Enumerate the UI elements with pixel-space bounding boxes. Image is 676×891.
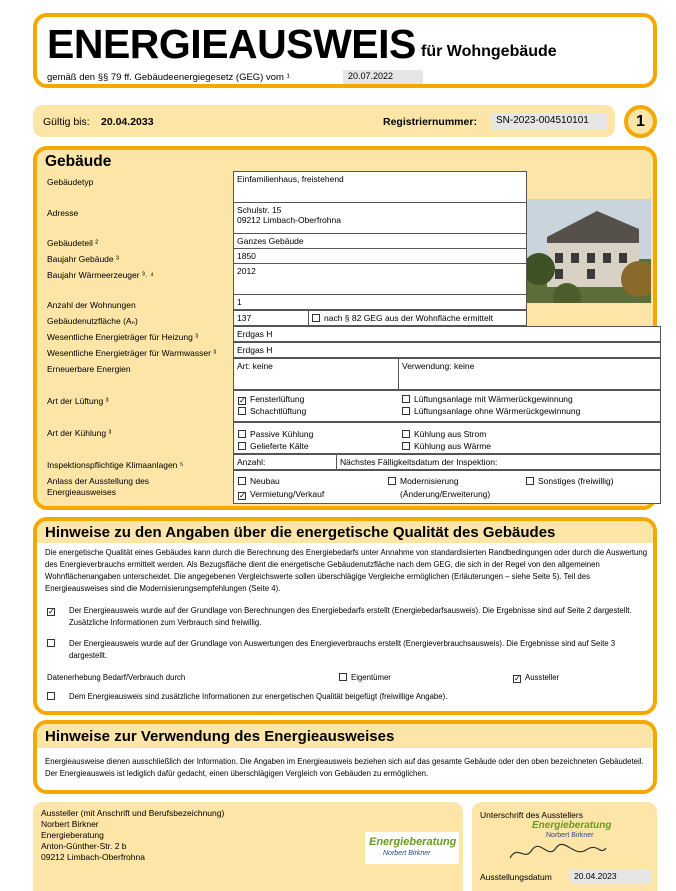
zusatzinfo-text: Dem Energieausweis sind zusätzliche Informationen zur energetischen Qualität beigefügt (freiwillige Angabe). — [69, 692, 448, 701]
option-passive-kuehlung[interactable]: Passive Kühlung — [238, 428, 313, 440]
page-number-badge: 1 — [624, 105, 657, 138]
registration-label: Registriernummer: — [383, 116, 477, 128]
value-nutzflaeche: 137 — [233, 310, 309, 326]
doc-subtitle: für Wohngebäude — [421, 43, 557, 60]
checkbox-anlage-mit-wrg[interactable] — [402, 395, 410, 403]
doc-title: ENERGIEAUSWEIS — [47, 21, 416, 67]
value-inspektion-datum: Nächstes Fälligkeitsdatum der Inspektion: — [336, 454, 661, 470]
checkbox-kuehlung-strom[interactable] — [402, 430, 410, 438]
label-wohnungen: Anzahl der Wohnungen — [47, 300, 136, 310]
value-heizung: Erdgas H — [233, 326, 661, 342]
value-waermeerzeuger: 2012 — [233, 263, 527, 295]
checkbox-bedarfsausweis[interactable]: ✓ — [48, 607, 55, 616]
signature-label: Unterschrift des Ausstellers — [480, 810, 583, 820]
issuer-logo — [365, 832, 459, 864]
value-erneuerbare-art: Art: keine — [233, 358, 399, 390]
option-kuehlung-waerme[interactable]: Kühlung aus Wärme — [402, 440, 491, 452]
label-heizung: Wesentliche Energieträger für Heizung ³ — [47, 332, 199, 342]
logo-text: Energieberatung — [369, 836, 457, 848]
issuer-address — [41, 808, 224, 863]
law-reference: gemäß den §§ 79 ff. Gebäudeenergiegesetz (GEG) vom ¹ — [47, 72, 290, 83]
usage-notes-title: Hinweise zur Verwendung des Energieausweises — [45, 728, 395, 745]
value-erneuerbare-verwendung: Verwendung: keine — [398, 358, 661, 390]
label-baujahr: Baujahr Gebäude ³ — [47, 254, 119, 264]
building-title: Gebäude — [45, 153, 112, 170]
header-box — [33, 13, 657, 88]
checkbox-wohnflaeche[interactable] — [312, 314, 320, 322]
house-photo-illustration — [527, 199, 651, 303]
modernisierung-hint: (Änderung/Erweiterung) — [400, 489, 491, 499]
issuer-city: 09212 Limbach-Oberfrohna — [41, 852, 145, 862]
building-photo — [527, 199, 651, 303]
issuer-box — [33, 802, 463, 891]
label-waermeerzeuger: Baujahr Wärmeerzeuger ³˒ ⁴ — [47, 270, 154, 280]
option-aussteller[interactable]: ✓ Aussteller — [514, 673, 560, 683]
usage-notes-section — [33, 720, 657, 794]
label-anlass: Anlass der Ausstellung des Energieausweises — [47, 476, 150, 497]
checkbox-gelieferte-kaelte[interactable] — [238, 442, 246, 450]
option-anlage-mit-wrg[interactable]: Lüftungsanlage mit Wärmerückgewinnung — [402, 393, 573, 405]
value-inspektion-anzahl: Anzahl: — [233, 454, 337, 470]
option-anlage-ohne-wrg[interactable]: Lüftungsanlage ohne Wärmerückgewinnung — [402, 405, 580, 417]
issue-date-value: 20.04.2023 — [570, 869, 652, 883]
option-fensterlueftung[interactable]: ✓ Fensterlüftung — [239, 394, 305, 405]
law-date: 20.07.2022 — [343, 70, 423, 84]
option-gelieferte-kaelte[interactable]: Gelieferte Kälte — [238, 440, 309, 452]
option-bedarfsausweis-text: Der Energieausweis wurde auf der Grundlage von Berechnungen des Energiebedarfs erstellt (Energiebedarfsausweis). Die Ergebnisse sind auf Seite 2 dargestellt. Zusätzliche Informationen zum Verbrauch sind freiwillig. — [69, 606, 632, 627]
building-section — [33, 146, 657, 510]
checkbox-schachtlueftung[interactable] — [238, 407, 246, 415]
signature-box — [472, 802, 657, 891]
checkbox-vermietung[interactable]: ✓ — [239, 491, 246, 500]
checkbox-fensterlueftung[interactable]: ✓ — [239, 396, 246, 405]
option-eigentuemer[interactable]: Eigentümer — [339, 672, 391, 684]
issuer-name: Norbert Birkner — [41, 819, 99, 829]
checkbox-kuehlung-waerme[interactable] — [402, 442, 410, 450]
stamp-title: Energieberatung — [532, 820, 612, 831]
lueftung-options — [233, 390, 661, 422]
registration-number: SN-2023-004510101 — [491, 113, 607, 130]
label-gebaeudeteil: Gebäudeteil ² — [47, 238, 99, 248]
issuer-street: Anton-Günther-Str. 2 b — [41, 841, 127, 851]
validity-bar — [33, 105, 615, 137]
value-warmwasser: Erdgas H — [233, 342, 661, 358]
value-gebaeudetyp: Einfamilienhaus, freistehend — [233, 171, 527, 203]
label-warmwasser: Wesentliche Energieträger für Warmwasser ³ — [47, 348, 217, 358]
valid-date: 20.04.2033 — [101, 116, 154, 128]
address-street: Schulstr. 15 — [237, 205, 282, 215]
option-schachtlueftung[interactable]: Schachtlüftung — [238, 405, 306, 417]
address-city: 09212 Limbach-Oberfrohna — [237, 215, 341, 225]
checkbox-passive-kuehlung[interactable] — [238, 430, 246, 438]
issuer-company: Energieberatung — [41, 830, 104, 840]
value-baujahr: 1850 — [233, 248, 527, 264]
checkbox-zusatzinfo[interactable] — [47, 691, 59, 703]
kuehlung-options — [233, 422, 661, 454]
label-lueftung: Art der Lüftung ³ — [47, 396, 109, 406]
label-gebaeudetyp: Gebäudetyp — [47, 177, 94, 187]
logo-sub: Norbert Birkner — [383, 850, 431, 857]
nutzflaeche-option[interactable]: nach § 82 GEG aus der Wohnfläche ermittelt — [308, 310, 527, 326]
label-erneuerbare: Erneuerbare Energien — [47, 364, 131, 374]
usage-notes-text: Energieausweise dienen ausschließlich der Information. Die Angaben im Energieausweis beziehen sich auf das gesamte Gebäude oder den oben bezeichneten Gebäudeteil. Der Energieausweis ist lediglich dafür gedacht, einen überschlägigen Vergleich von Gebäuden zu ermöglichen. — [45, 757, 644, 778]
checkbox-aussteller[interactable]: ✓ — [514, 674, 521, 683]
option-neubau[interactable]: Neubau — [238, 475, 280, 487]
value-wohnungen: 1 — [233, 294, 527, 310]
label-inspektion: Inspektionspflichtige Klimaanlagen ⁵ — [47, 460, 184, 470]
value-adresse — [233, 202, 527, 234]
quality-notes-title: Hinweise zu den Angaben über die energetische Qualität des Gebäudes — [45, 524, 556, 541]
label-adresse: Adresse — [47, 208, 79, 218]
checkbox-modernisierung[interactable] — [388, 477, 396, 485]
issuer-label: Aussteller (mit Anschrift und Berufsbezeichnung) — [41, 808, 225, 818]
stamp-name: Norbert Birkner — [546, 832, 594, 839]
option-sonstiges[interactable]: Sonstiges (freiwillig) — [526, 475, 614, 487]
signature-scribble — [508, 842, 608, 864]
datenerhebung-label: Datenerhebung Bedarf/Verbrauch durch — [47, 673, 186, 682]
checkbox-verbrauchsausweis[interactable] — [47, 638, 59, 650]
valid-label: Gültig bis: — [43, 116, 90, 128]
option-verbrauchsausweis-text: Der Energieausweis wurde auf der Grundlage von Auswertungen des Energieverbrauchs erstellt (Energieverbrauchsausweis). Die Ergebnisse sind auf Seite 3 dargestellt. — [69, 639, 616, 660]
option-kuehlung-strom[interactable]: Kühlung aus Strom — [402, 428, 486, 440]
checkbox-neubau[interactable] — [238, 477, 246, 485]
quality-notes-paragraph: Die energetische Qualität eines Gebäudes kann durch die Berechnung des Energiebedarfs unter Annahme von standardisierten Randbedingungen oder durch die Auswertung des Energieverbrauchs ermittelt werden. Als Bezugsfläche dient die energetische Gebäudenutzfläche nach dem GEG, die sich in der Regel von den allgemeinen Wohnflächenangaben unterscheidet. Die angegebenen Vergleichswerte sollen überschlägige Vergleiche ermöglichen (Erläuterungen – siehe Seite 5). Teil des Energieausweises sind die Modernisierungsempfehlungen (Seite 4). — [45, 548, 648, 593]
issue-date-label: Ausstellungsdatum — [480, 872, 552, 882]
option-vermietung[interactable]: ✓ Vermietung/Verkauf — [239, 489, 325, 500]
checkbox-sonstiges[interactable] — [526, 477, 534, 485]
anlass-options — [233, 470, 661, 504]
value-gebaeudeteil: Ganzes Gebäude — [233, 233, 527, 249]
checkbox-anlage-ohne-wrg[interactable] — [402, 407, 410, 415]
checkbox-eigentuemer[interactable] — [339, 673, 347, 681]
label-nutzflaeche: Gebäudenutzfläche (Aₙ) — [47, 316, 138, 326]
option-modernisierung[interactable]: Modernisierung — [388, 475, 459, 487]
label-kuehlung: Art der Kühlung ³ — [47, 428, 112, 438]
quality-notes-section — [33, 517, 657, 715]
